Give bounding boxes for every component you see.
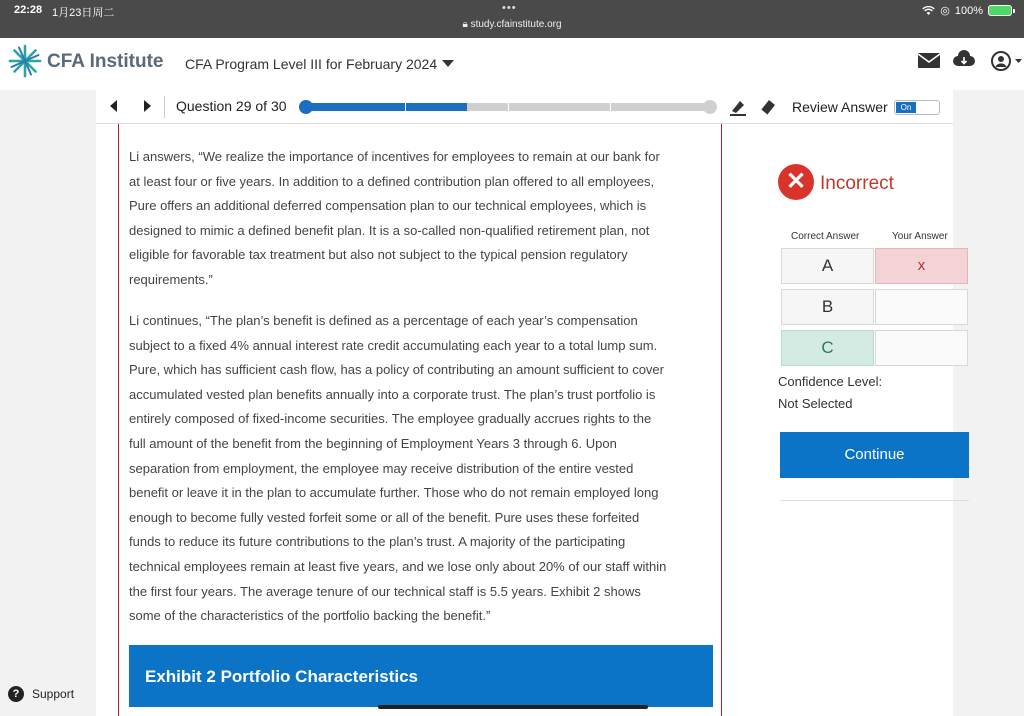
your-answer-header: Your Answer [892, 231, 948, 242]
lock-rotation-icon: ◎ [940, 5, 950, 17]
next-question-icon[interactable] [144, 100, 151, 112]
previous-question-icon[interactable] [110, 100, 117, 112]
toolbar-divider [164, 96, 165, 118]
text-line: technical employees remain at least five years, and we lose only about 20% of our staff within [129, 558, 667, 574]
support-label: Support [32, 687, 75, 701]
support-link[interactable] [8, 686, 74, 702]
status-indicators [922, 4, 1012, 17]
mail-icon[interactable] [916, 50, 942, 74]
text-line: at least four or five years. In addition to a defined contribution plan offered to all employees, [129, 173, 655, 189]
caret-down-icon[interactable] [442, 60, 454, 67]
correct-answer-cell-b: B [781, 289, 874, 325]
confidence-value: Not Selected [778, 396, 853, 411]
url-text: study.cfainstitute.org [470, 19, 562, 30]
text-line: Li continues, “The plan’s benefit is defined as a percentage of each year’s compensation [129, 313, 638, 328]
text-line: some of the characteristics of the portfolio backing the benefit.” [129, 608, 491, 624]
status-bar [0, 0, 1024, 38]
text-line: separation from employment, the employee may receive distribution of the entire vested [129, 460, 634, 476]
exhibit-title: Exhibit 2 Portfolio Characteristics [145, 667, 419, 686]
progress-bar[interactable] [303, 103, 713, 111]
brand-name[interactable]: CFA Institute [47, 51, 164, 72]
your-answer-cell-a: x [875, 248, 968, 284]
answer-divider [780, 500, 969, 501]
question-counter: Question 29 of 30 [176, 98, 287, 114]
your-answer-cell-c [875, 330, 968, 366]
user-account-icon[interactable] [988, 50, 1024, 74]
text-line: enough to become fully vested forfeit some or all of the benefit. Pure uses these forfeited [129, 509, 640, 525]
cloud-download-icon[interactable] [951, 50, 977, 74]
review-answer-label: Review Answer [792, 99, 888, 115]
text-line: Pure, which has sufficient cash flow, has a policy of contributing an amount sufficient to cover [129, 362, 664, 378]
wifi-icon [922, 6, 935, 16]
left-gutter [0, 90, 96, 716]
correct-answer-header: Correct Answer [791, 231, 860, 242]
question-paragraph-1 [129, 145, 719, 293]
question-toolbar [96, 90, 953, 124]
answer-panel [722, 124, 953, 716]
tab-dots-icon[interactable]: ••• [502, 2, 517, 14]
url-bar[interactable] [0, 19, 1024, 30]
progress-end-knob [703, 100, 717, 114]
cfa-logo-icon[interactable] [8, 44, 42, 78]
progress-tick [610, 103, 611, 111]
correct-answer-cell-a: A [781, 248, 874, 284]
status-time: 22:28 [14, 4, 43, 16]
eraser-icon[interactable] [758, 97, 778, 117]
confidence-label: Confidence Level: [778, 374, 883, 389]
toggle-on-label: On [896, 102, 916, 113]
help-icon: ? [8, 686, 24, 702]
exhibit-header [129, 645, 713, 707]
text-line: subject to a fixed 4% annual interest rate credit accumulating each year to a total lump sum. [129, 337, 658, 353]
review-answer-toggle[interactable] [894, 100, 940, 115]
incorrect-icon: ✕ [778, 164, 814, 200]
status-date: 1月23日周二 [52, 7, 115, 19]
correct-answer-cell-c: C [781, 330, 874, 366]
your-answer-cell-b [875, 289, 968, 325]
text-line: Li answers, “We realize the importance of incentives for employees to remain at our bank for [129, 149, 660, 164]
home-indicator [378, 705, 648, 709]
text-line: requirements.” [129, 271, 213, 287]
app-header [0, 38, 1024, 90]
text-line: Pure offers an additional deferred compensation plan to our technical employees, which is [129, 198, 647, 214]
text-line: eligible for favorable tax treatment but also not subject to the typical pension regulatory [129, 247, 628, 263]
text-line: accumulated vested plan benefits annually into a corporate trust. The plan’s trust portfolio is [129, 386, 656, 402]
question-paragraph-2 [129, 309, 719, 629]
question-panel [118, 124, 722, 716]
progress-tick [508, 103, 509, 111]
text-line: designed to mimic a defined benefit plan. It is a so-called non-qualified retirement plan, not [129, 222, 650, 238]
lock-icon: 🔒︎ [462, 19, 471, 30]
right-gutter [953, 90, 1024, 716]
text-line: full amount of the benefit from the beginning of Employment Years 3 through 6. Upon [129, 435, 617, 451]
text-line: entirely composed of fixed-income securities. The employee gradually accrues rights to the [129, 411, 652, 427]
battery-icon [988, 5, 1012, 16]
text-line: funds to reduce its future contributions to the plan’s trust. A majority of the participating [129, 534, 626, 550]
highlighter-icon[interactable] [728, 97, 748, 117]
result-status: Incorrect [820, 173, 894, 194]
text-line: the first four years. The average tenure of our technical staff is 5.5 years. Exhibit 2 shows [129, 583, 641, 599]
battery-percent: 100% [954, 4, 983, 17]
program-selector[interactable]: CFA Program Level III for February 2024 [185, 56, 438, 72]
text-line: benefit or leave it in the plan to accumulate further. Those who do not remain employed long [129, 485, 659, 501]
continue-button[interactable]: Continue [780, 432, 969, 478]
progress-fill [303, 103, 467, 111]
progress-tick [405, 103, 406, 111]
progress-start-knob [299, 100, 313, 114]
